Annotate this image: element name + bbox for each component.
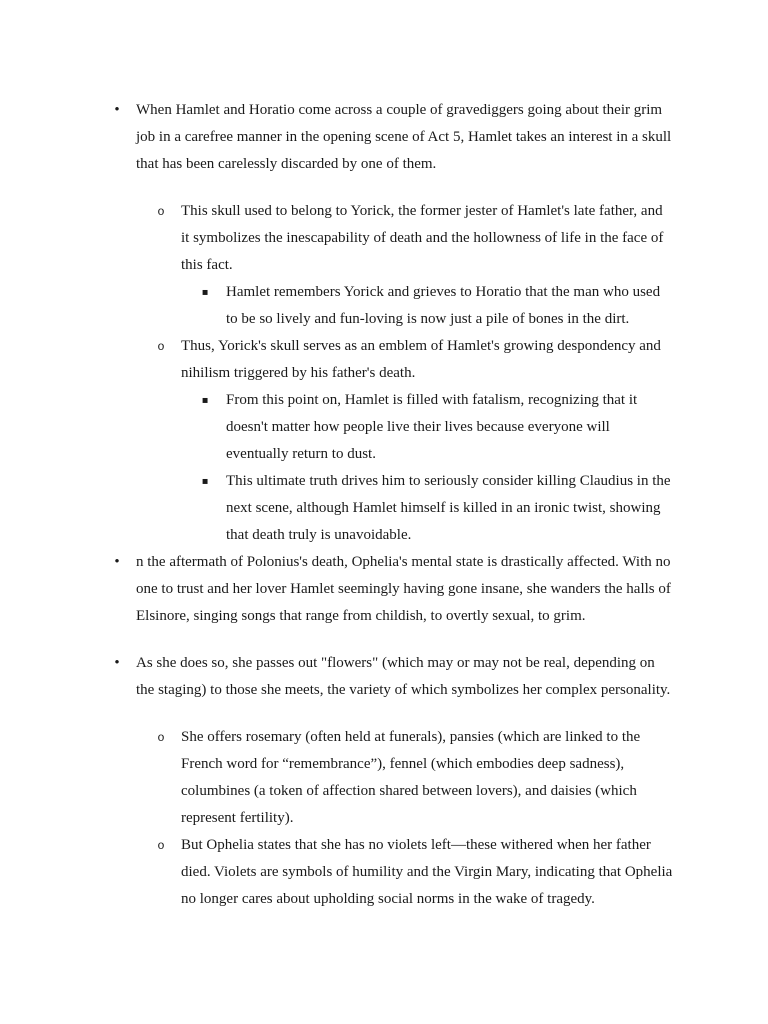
text-line: Hamlet remembers Yorick and grieves to Horatio that the man who used xyxy=(226,284,661,300)
sub-bullet-marker: o xyxy=(157,731,165,745)
text-line: the staging) to those she meets, the variety of which symbolizes her complex personality. xyxy=(136,682,671,698)
bullet-text xyxy=(136,97,768,178)
sub-sub-list xyxy=(181,279,768,333)
sub-bullet-marker: o xyxy=(157,839,165,853)
text-line: eventually return to dust. xyxy=(226,446,376,462)
sub-sub-list xyxy=(181,387,768,549)
text-line: French word for “remembrance”), fennel (which embodies deep sadness), xyxy=(181,756,625,772)
sub-sub-bullet-marker: ▪ xyxy=(201,395,209,406)
sub-bullet-marker: o xyxy=(157,340,165,354)
text-line: As she does so, she passes out "flowers" (which may or may not be real, depending on xyxy=(136,655,655,671)
text-line: this fact. xyxy=(181,257,233,273)
sub-bullet-item xyxy=(136,333,768,549)
text-line: n the aftermath of Polonius's death, Ophelia's mental state is drastically affected. With no xyxy=(136,554,671,570)
text-line: no longer cares about upholding social norms in the wake of tragedy. xyxy=(181,891,595,907)
sub-bullet-item xyxy=(136,832,768,913)
sub-sub-bullet-text xyxy=(226,468,768,549)
text-line: to be so lively and fun-loving is now just a pile of bones in the dirt. xyxy=(226,311,630,327)
text-line: it symbolizes the inescapability of death and the hollowness of life in the face of xyxy=(181,230,664,246)
text-line: represent fertility). xyxy=(181,810,294,826)
text-line: When Hamlet and Horatio come across a couple of gravediggers going about their grim xyxy=(136,102,663,118)
text-line: one to trust and her lover Hamlet seemingly having gone insane, she wanders the halls of xyxy=(136,581,671,597)
text-line: that death truly is unavoidable. xyxy=(226,527,412,543)
sub-sub-bullet-item xyxy=(181,387,768,468)
text-line: nihilism triggered by his father's death. xyxy=(181,365,416,381)
text-line: died. Violets are symbols of humility and the Virgin Mary, indicating that Ophelia xyxy=(181,864,673,880)
sub-list xyxy=(136,198,768,549)
sub-bullet-item xyxy=(136,198,768,333)
text-line: that has been carelessly discarded by one of them. xyxy=(136,156,437,172)
bullet-marker: • xyxy=(114,102,120,118)
bullet-item xyxy=(0,549,768,630)
sub-sub-bullet-marker: ▪ xyxy=(201,287,209,298)
text-line: This skull used to belong to Yorick, the former jester of Hamlet's late father, and xyxy=(181,203,663,219)
sub-bullet-text xyxy=(181,198,768,279)
sub-sub-bullet-marker: ▪ xyxy=(201,476,209,487)
sub-list xyxy=(136,724,768,913)
text-line: This ultimate truth drives him to seriously consider killing Claudius in the xyxy=(226,473,671,489)
text-line: job in a carefree manner in the opening scene of Act 5, Hamlet takes an interest in a skull xyxy=(136,129,672,145)
bullet-item xyxy=(0,97,768,549)
sub-bullet-item xyxy=(136,724,768,832)
bullet-marker: • xyxy=(114,554,120,570)
bullet-text xyxy=(136,549,768,630)
text-line: columbines (a token of affection shared between lovers), and daisies (which xyxy=(181,783,637,799)
sub-sub-bullet-item xyxy=(181,468,768,549)
text-line: From this point on, Hamlet is filled with fatalism, recognizing that it xyxy=(226,392,638,408)
bullet-marker: • xyxy=(114,655,120,671)
text-line: Thus, Yorick's skull serves as an emblem of Hamlet's growing despondency and xyxy=(181,338,661,354)
sub-sub-bullet-item xyxy=(181,279,768,333)
text-line: doesn't matter how people live their lives because everyone will xyxy=(226,419,610,435)
text-line: Elsinore, singing songs that range from childish, to overtly sexual, to grim. xyxy=(136,608,586,624)
sub-sub-bullet-text xyxy=(226,387,768,468)
bullet-text xyxy=(136,650,768,704)
sub-sub-bullet-text xyxy=(226,279,768,333)
sub-bullet-text xyxy=(181,832,768,913)
text-line: next scene, although Hamlet himself is killed in an ironic twist, showing xyxy=(226,500,661,516)
text-line: She offers rosemary (often held at funerals), pansies (which are linked to the xyxy=(181,729,641,745)
sub-bullet-marker: o xyxy=(157,205,165,219)
bullet-item xyxy=(0,650,768,913)
text-line: But Ophelia states that she has no violets left—these withered when her father xyxy=(181,837,651,853)
document-page xyxy=(0,97,768,913)
sub-bullet-text xyxy=(181,724,768,832)
sub-bullet-text xyxy=(181,333,768,387)
